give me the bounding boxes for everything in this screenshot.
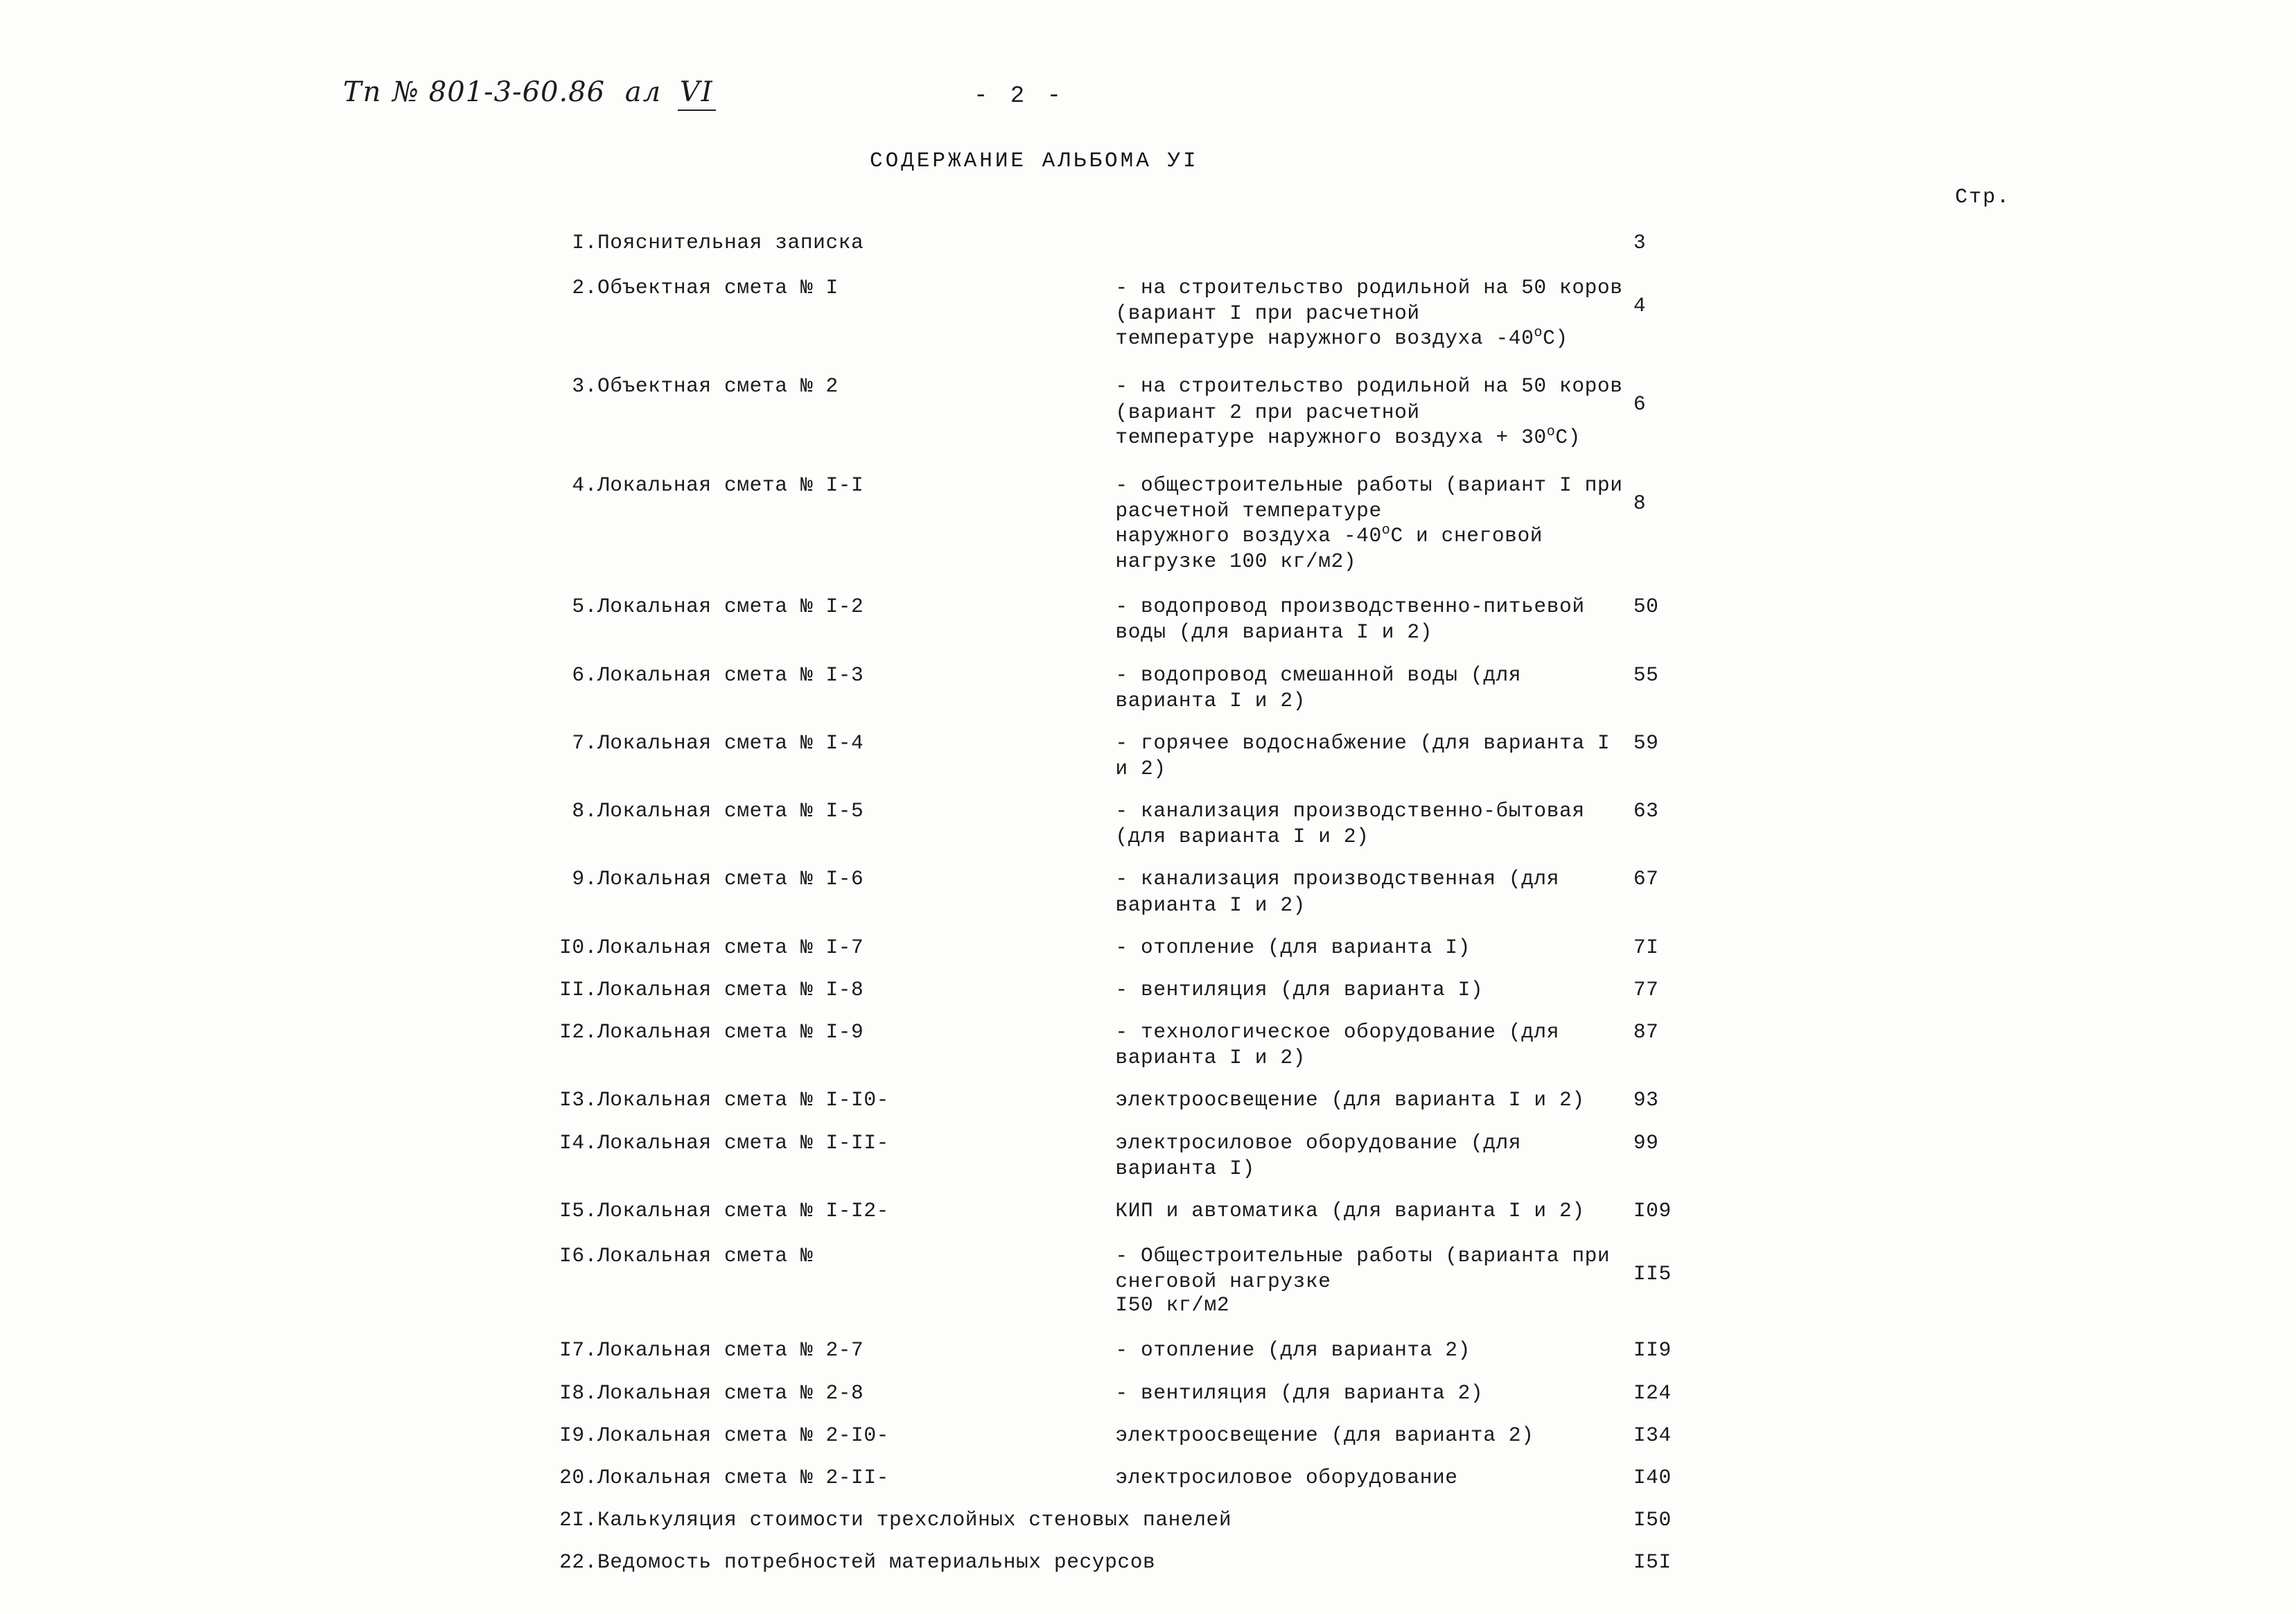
toc-item-number: 2. [572,276,597,300]
toc-item-page: 63 [1633,799,1659,823]
toc-row[interactable] [398,969,2006,1011]
toc-item-number: I3. [559,1088,597,1112]
toc-description-line-2: I50 кг/м2 [1115,1293,1230,1317]
toc-row[interactable] [398,1011,2006,1079]
handwritten-project-code: № 801-3-60.86 [392,76,606,108]
toc-row[interactable] [398,858,2006,926]
toc-item-page-value: 8 [1633,491,1647,515]
toc-item-description [1115,927,1633,969]
toc-row[interactable] [398,222,2006,264]
toc-item-page [1633,264,2006,362]
toc-row[interactable] [398,462,2006,586]
toc-item-description [1115,1372,1633,1414]
toc-description-line-1: - на строительство родильной на 50 коров (вариант 2 при расчетной [1115,374,1623,424]
toc-item-description [1115,462,1633,586]
toc-item-number: 9. [572,867,597,891]
toc-item-number: I9. [559,1423,597,1447]
toc-item-page: II9 [1633,1338,1672,1362]
toc-item-page: I24 [1633,1380,1672,1405]
toc-item-title: Локальная смета № 2-7 [597,1338,864,1362]
toc-row[interactable] [398,1457,2006,1499]
toc-description-line-1: - канализация производственная (для варианта I и 2) [1115,867,1560,917]
toc-item-page: I5I [1633,1550,1672,1574]
toc-item-page-value: 6 [1633,392,1647,416]
toc-item-page: 59 [1633,730,1659,755]
toc-item-page: 3 [1633,231,1647,254]
toc-description-line-1: - на строительство родильной на 50 коров (вариант I при расчетной [1115,276,1623,326]
toc-item-page: I50 [1633,1508,1672,1532]
toc-item-number: I7. [559,1338,597,1362]
toc-item-description [1115,654,1633,722]
toc-item-number: 8. [572,799,597,823]
toc-item-page: 99 [1633,1130,1659,1155]
toc-row[interactable] [398,1079,2006,1121]
toc-item-description [1115,790,1633,858]
toc-item-title: Ведомость потребностей материальных ресурсов [597,1550,1156,1574]
toc-description-line-1: - вентиляция (для варианта 2) [1115,1380,1484,1405]
toc-item-number: I4. [559,1130,597,1155]
toc-item-number: II. [559,977,597,1001]
handwritten-prefix: Тп [343,76,383,108]
toc-item-page: 77 [1633,977,1659,1001]
toc-item-description [1115,722,1633,790]
toc-row[interactable] [398,1499,2006,1541]
toc-item-title: Локальная смета № 2-II- [597,1465,889,1489]
handwritten-annotation [343,76,716,108]
toc-item-description [1115,1079,1633,1121]
toc-item-title: Локальная смета № 2-I0- [597,1423,889,1447]
toc-description-line-1: - технологическое оборудование (для варианта I и 2) [1115,1020,1560,1070]
toc-item-page: 55 [1633,663,1659,687]
toc-item-number: 7. [572,730,597,755]
toc-item-description [1115,969,1633,1011]
toc-description-line-1: электросиловое оборудование (для варианта I) [1115,1130,1522,1180]
toc-description-line-1: - вентиляция (для варианта I) [1115,977,1484,1001]
toc-item-page: 87 [1633,1020,1659,1044]
toc-item-title: Локальная смета № I-2 [597,595,864,619]
toc-item-page: 50 [1633,595,1659,619]
toc-description-line-1: - отопление (для варианта 2) [1115,1338,1471,1362]
toc-item-description [1115,362,1633,461]
toc-description-line-1: - Общестроительные работы (варианта при снеговой нагрузке [1115,1244,1611,1294]
toc-item-title: Локальная смета № 2-8 [597,1380,864,1405]
toc-item-number: I8. [559,1380,597,1405]
toc-row[interactable] [398,1122,2006,1190]
toc-item-title: Локальная смета № I-6 [597,867,864,891]
toc-item-title: Локальная смета № I-8 [597,977,864,1001]
toc-item-title: Локальная смета № I-4 [597,730,864,755]
toc-item-number: 2I. [559,1508,597,1532]
toc-item-number: I5. [559,1198,597,1222]
toc-description-line-1: электроосвещение (для варианта I и 2) [1115,1088,1585,1112]
toc-row[interactable] [398,1541,2006,1584]
toc-row[interactable] [398,1372,2006,1414]
toc-item-description [1115,1457,1633,1499]
handwritten-album-number: VI [678,76,716,111]
toc-row[interactable] [398,1329,2006,1371]
toc-item-page: 67 [1633,867,1659,891]
toc-item-description [1115,1232,1633,1329]
toc-item-page [1633,362,2006,461]
toc-row[interactable] [398,362,2006,461]
toc-row[interactable] [398,264,2006,362]
toc-item-title: Локальная смета № I-7 [597,935,864,959]
toc-item-description [1115,1329,1633,1371]
toc-item-description [1115,1011,1633,1079]
page-number: - 2 - [974,83,1066,109]
toc-description-line-1: - отопление (для варианта I) [1115,935,1471,959]
toc-item-title: Объектная смета № I [597,276,839,300]
toc-item-number: I0. [559,935,597,959]
toc-item-description [1115,264,1633,362]
toc-item-page: 7I [1633,935,1659,959]
toc-item-description [1115,586,1633,654]
toc-item-title: Локальная смета № I-9 [597,1020,864,1044]
toc-item-number: 6. [572,663,597,687]
toc-description-line-2: наружного воздуха -40$^o$С и снеговой нагрузке 100 кг/м2) [1115,523,1543,574]
toc-item-description [1115,1190,1633,1232]
toc-row[interactable] [398,927,2006,969]
toc-item-page: I34 [1633,1423,1672,1447]
toc-item-title: Локальная смета № I-I [597,473,864,497]
toc-row[interactable] [398,722,2006,790]
toc-item-number: I6. [559,1244,597,1268]
toc-item-title: Локальная смета № I-5 [597,799,864,823]
toc-description-line-1: электроосвещение (для варианта 2) [1115,1423,1534,1447]
toc-item-number: I. [572,231,597,254]
toc-item-number: 22. [559,1550,597,1574]
toc-description-line-1: электросиловое оборудование [1115,1465,1458,1489]
toc-item-number: 5. [572,595,597,619]
toc-item-title: Локальная смета № I-3 [597,663,864,687]
toc-item-title: Локальная смета № I-II- [597,1130,889,1155]
toc-description-line-1: - водопровод производственно-питьевой воды (для варианта I и 2) [1115,595,1585,644]
handwritten-album-label: ал [624,76,663,108]
toc-item-title: Калькуляция стоимости трехслойных стеновых панелей [597,1508,1232,1532]
toc-row[interactable] [398,654,2006,722]
toc-description-line-1: КИП и автоматика (для варианта I и 2) [1115,1198,1585,1222]
toc-row[interactable] [398,586,2006,654]
toc-item-title: Локальная смета № I-I0- [597,1088,889,1112]
toc-item-description [1115,858,1633,926]
toc-row[interactable] [398,1190,2006,1232]
toc-description-line-1: - водопровод смешанной воды (для варианта I и 2) [1115,663,1522,712]
toc-item-title: Локальная смета № I-I2- [597,1198,889,1222]
toc-item-number: 20. [559,1465,597,1489]
toc-item-page: I09 [1633,1198,1672,1222]
toc-item-page [1633,1232,2006,1329]
toc-description-line-1: - общестроительные работы (вариант I при расчетной температуре [1115,473,1623,523]
toc-description-line-1: - канализация производственно-бытовая (для варианта I и 2) [1115,799,1585,849]
toc-item-description [1115,1414,1633,1457]
toc-item-title: Локальная смета № [597,1244,814,1268]
toc-item-page-value: 4 [1633,294,1647,318]
toc-item-number: 4. [572,473,597,497]
toc-item-number: 3. [572,374,597,398]
toc-row[interactable] [398,790,2006,858]
page-title: СОДЕРЖАНИЕ АЛЬБОМА УI [870,149,1199,173]
toc-row[interactable] [398,1414,2006,1457]
toc-item-number: I2. [559,1020,597,1044]
toc-item-page [1633,462,2006,586]
toc-row[interactable] [398,1232,2006,1329]
toc-description-line-1: - горячее водоснабжение (для варианта I и 2) [1115,730,1611,780]
toc-item-title: Пояснительная записка [597,231,864,254]
column-header-page: Стр. [1954,186,2010,209]
table-of-contents [398,222,2006,1584]
toc-item-page: I40 [1633,1465,1672,1489]
toc-description-line-2: температуре наружного воздуха + $30^oС$) [1115,423,1581,449]
toc-item-page-value: II5 [1633,1262,1672,1286]
toc-item-description [1115,1122,1633,1190]
toc-item-page: 93 [1633,1088,1659,1112]
toc-item-title: Объектная смета № 2 [597,374,839,398]
toc-description-line-2: температуре наружного воздуха -40$^o$С) [1115,325,1568,351]
